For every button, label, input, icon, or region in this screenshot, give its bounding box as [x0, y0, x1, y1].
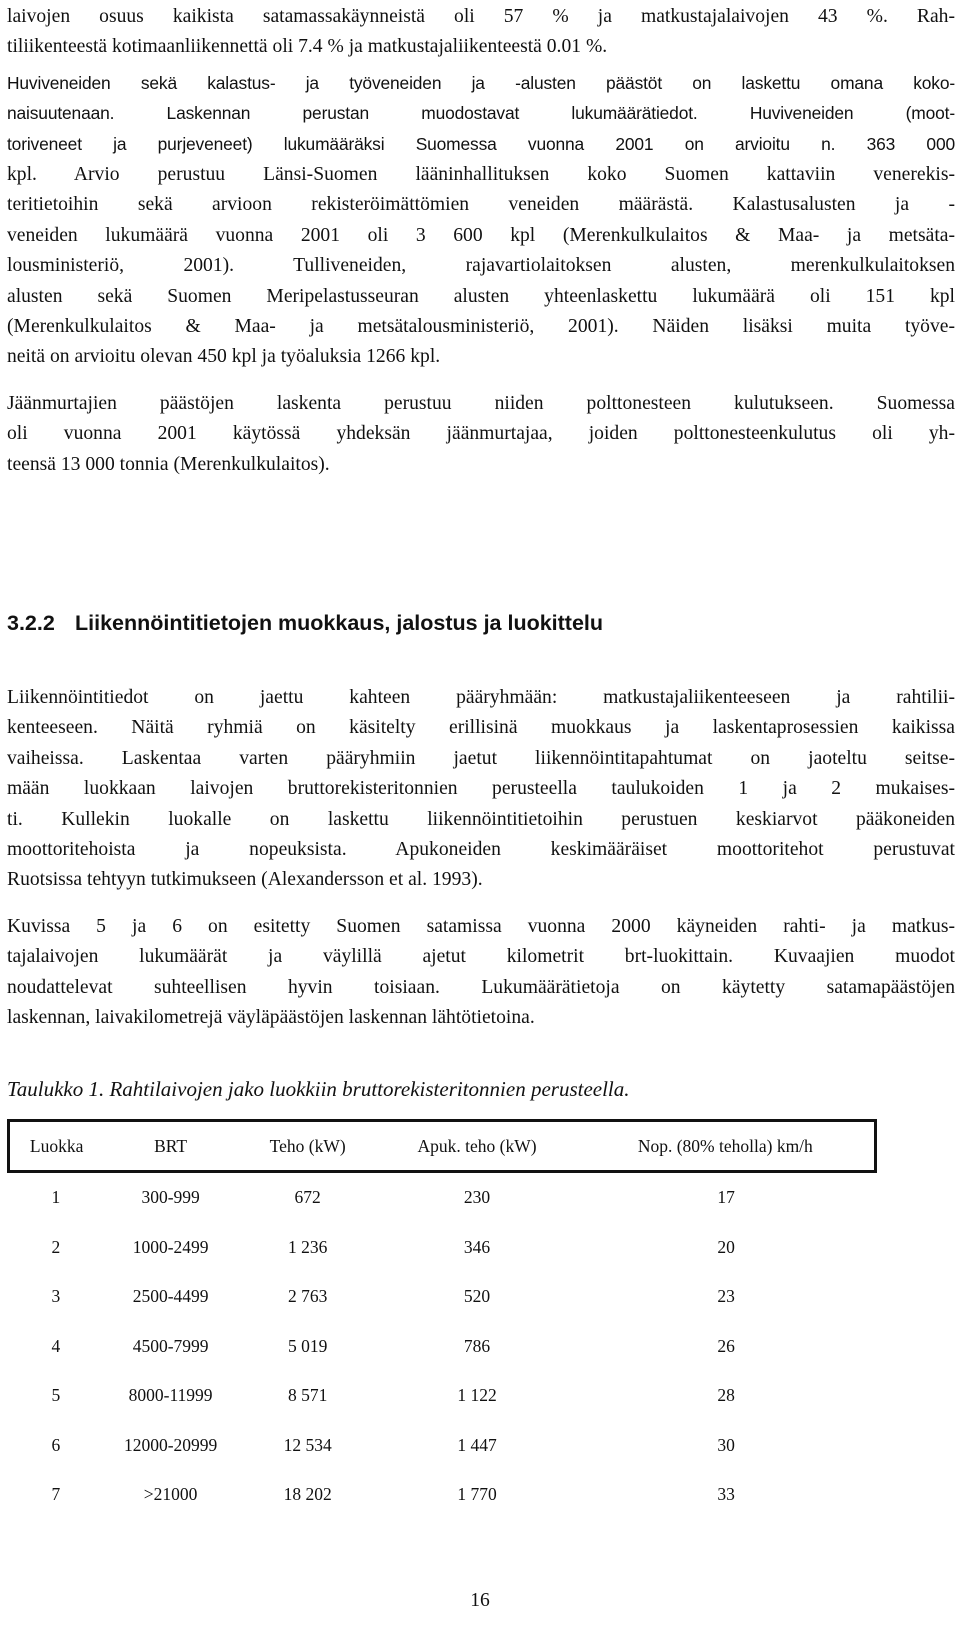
text-line: Huviveneiden sekä kalastus- ja työveneiden ja -alusten päästöt on laskettu omana koko-	[7, 73, 955, 93]
table-cell: 20	[717, 1236, 735, 1257]
page-number: 16	[470, 1590, 490, 1611]
paragraph-icebreakers	[7, 389, 955, 480]
column-header: BRT	[103, 1121, 238, 1172]
table-cell: 2500-4499	[132, 1286, 209, 1307]
table-cell: 672	[294, 1187, 321, 1208]
table-cell: 1000-2499	[132, 1236, 209, 1257]
table-cell: 4500-7999	[132, 1335, 209, 1356]
column-header: Nop. (80% teholla) km/h	[577, 1121, 876, 1172]
table-cell: 18 202	[283, 1484, 332, 1505]
table-cell: 1 236	[287, 1236, 328, 1257]
table-caption: Taulukko 1. Rahtilaivojen jako luokkiin bruttorekisteritonnien perusteella.	[7, 1077, 630, 1101]
section-heading	[7, 608, 603, 638]
table-cell: 5 019	[287, 1335, 328, 1356]
table-cell: 1	[51, 1187, 61, 1208]
text-line: vaiheissa. Laskentaa varten pääryhmiin jaetut liikennöintitapahtumat on jaoteltu seitse-	[7, 747, 955, 769]
text-line: Kuvissa 5 ja 6 on esitetty Suomen satamissa vuonna 2000 käyneiden rahti- ja matkus-	[7, 916, 955, 937]
table-cell: 17	[717, 1187, 735, 1208]
text-line: kpl. Arvio perustuu Länsi-Suomen lääninhallituksen koko Suomen kattaviin venerekis-	[7, 164, 955, 185]
text-line: alusten sekä Suomen Meripelastusseuran alusten yhteenlaskettu lukumäärä oli 151 kpl	[7, 285, 955, 307]
column-header: Apuk. teho (kW)	[377, 1121, 576, 1172]
text-line: neitä on arvioitu olevan 450 kpl ja työaluksia 1266 kpl.	[7, 346, 441, 368]
paragraph-figures	[7, 912, 955, 1034]
table-header-row	[9, 1121, 876, 1172]
text-line: Jäänmurtajien päästöjen laskenta perustuu niiden polttonesteen kulutukseen. Suomessa	[7, 393, 955, 414]
paragraph-traffic-data	[7, 683, 955, 896]
text-line: naisuutenaan. Laskennan perustan muodostavat lukumäärätiedot. Huviveneiden (moot-	[7, 103, 955, 124]
table-cell: >21000	[143, 1484, 198, 1505]
text-line: mään luokkaan laivojen bruttorekisteritonnien perusteella taulukoiden 1 ja 2 mukaises-	[7, 778, 955, 800]
table-cell: 2	[51, 1236, 61, 1257]
table-cell: 786	[463, 1335, 491, 1356]
text-line: Ruotsissa tehtyyn tutkimukseen (Alexandersson et al. 1993).	[7, 869, 483, 891]
text-line: moottoritehoista ja nopeuksista. Apukoneiden keskimääräiset moottoritehot perustuvat	[7, 839, 955, 861]
table-cell: 8000-11999	[128, 1385, 213, 1406]
column-header: Luokka	[9, 1121, 104, 1172]
table-cell: 520	[463, 1286, 491, 1307]
table-row	[9, 1272, 876, 1322]
table-cell: 346	[463, 1236, 491, 1257]
table-row	[9, 1421, 876, 1471]
text-line: kenteeseen. Näitä ryhmiä on käsitelty erillisinä muokkaus ja laskentaprosessien kaikissa	[7, 717, 955, 739]
text-line: Liikennöintitiedot on jaettu kahteen pääryhmään: matkustajaliikenteeseen ja rahtilii-	[7, 687, 955, 708]
table-cell: 6	[51, 1434, 61, 1455]
table-cell: 1 122	[457, 1385, 497, 1406]
table-cell: 4	[51, 1335, 61, 1356]
text-line: tiliikenteestä kotimaanliikennettä oli 7.4 % ja matkustajaliikenteestä 0.01 %.	[7, 36, 608, 58]
text-line: noudattelevat suhteellisen hyvin toisiaan. Lukumäärätietoja on käytetty satamapäästöjen	[7, 976, 955, 998]
text-line: ti. Kullekin luokalle on laskettu liikennöintitietoihin perustuen keskiarvot pääkoneiden	[7, 808, 955, 830]
table-cell: 12000-20999	[123, 1434, 218, 1455]
table-cell: 23	[717, 1286, 735, 1307]
table-row	[9, 1470, 876, 1520]
table-cell: 12 534	[283, 1434, 332, 1455]
table-row	[9, 1172, 876, 1223]
text-line: toriveneet ja purjeveneet) lukumääräksi Suomessa vuonna 2001 on arvioitu n. 363 000	[7, 133, 955, 154]
table-row	[9, 1223, 876, 1273]
text-line: teritietoihin sekä arvioon rekisteröimättömien veneiden määrästä. Kalastusalusten ja -	[7, 194, 955, 216]
text-line: teensä 13 000 tonnia (Merenkulkulaitos).	[7, 453, 330, 475]
text-line: lousministeriö, 2001). Tulliveneiden, rajavartiolaitoksen alusten, merenkulkulaitoksen	[7, 255, 955, 277]
text-line: laivojen osuus kaikista satamassakäynneistä oli 57 % ja matkustajalaivojen 43 %. Rah-	[7, 6, 955, 27]
table-cell: 30	[717, 1434, 735, 1455]
text-line: (Merenkulkulaitos & Maa- ja metsätalousministeriö, 2001). Näiden lisäksi muita työve-	[7, 316, 955, 338]
table-row	[9, 1322, 876, 1372]
table-cell: 8 571	[287, 1385, 328, 1406]
table-cell: 1 447	[457, 1434, 497, 1455]
cargo-ship-class-table	[7, 1119, 877, 1520]
section-number: 3.2.2	[7, 611, 55, 635]
section-title: Liikennöintitietojen muokkaus, jalostus ja luokittelu	[75, 611, 604, 635]
text-line: veneiden lukumäärä vuonna 2001 oli 3 600 kpl (Merenkulkulaitos & Maa- ja metsäta-	[7, 224, 955, 246]
table-cell: 300-999	[141, 1187, 200, 1208]
table-cell: 2 763	[287, 1286, 328, 1307]
paragraph-leisure-boats-cont	[7, 160, 955, 373]
table-cell: 3	[51, 1286, 61, 1307]
table-cell: 5	[51, 1385, 61, 1406]
paragraph-ship-share	[7, 2, 955, 63]
table-cell: 28	[717, 1385, 735, 1406]
table-row	[9, 1371, 876, 1421]
text-line: tajalaivojen lukumäärät ja väylillä ajetut kilometrit brt-luokittain. Kuvaajien muodot	[7, 946, 955, 968]
text-line: laskennan, laivakilometrejä väyläpäästöjen laskennan lähtötietoina.	[7, 1007, 535, 1029]
table-cell: 33	[717, 1484, 735, 1505]
table-cell: 1 770	[457, 1484, 497, 1505]
table-cell: 230	[463, 1187, 491, 1208]
column-header: Teho (kW)	[238, 1121, 378, 1172]
text-line: oli vuonna 2001 käytössä yhdeksän jäänmurtajaa, joiden polttonesteenkulutus oli yh-	[7, 423, 955, 445]
table-cell: 7	[51, 1484, 61, 1505]
table-cell: 26	[717, 1335, 735, 1356]
paragraph-leisure-boats	[7, 68, 955, 159]
